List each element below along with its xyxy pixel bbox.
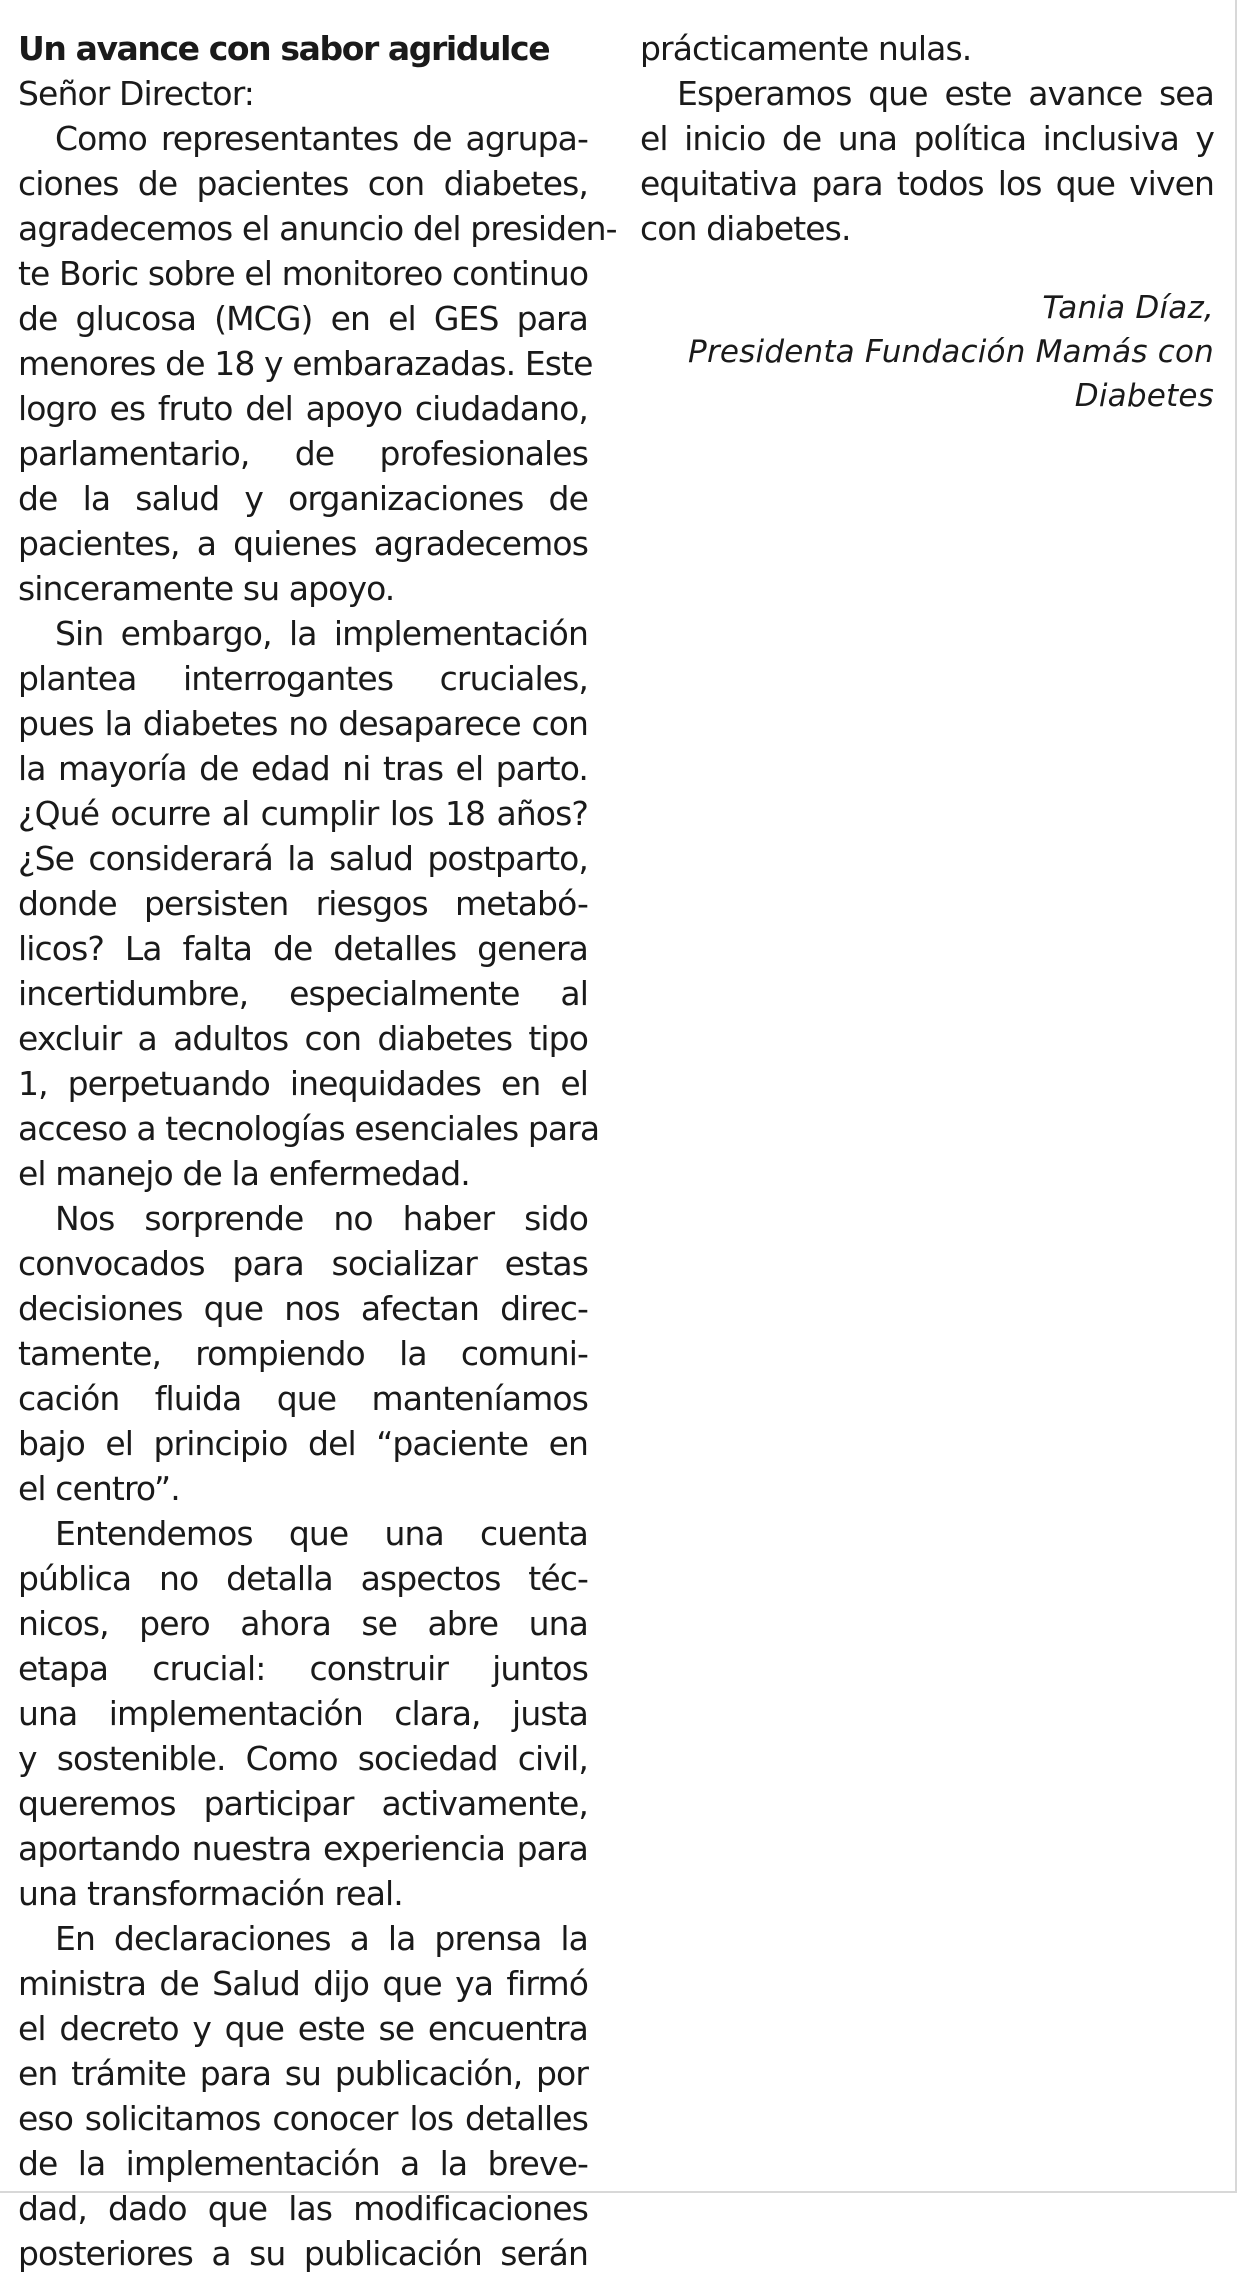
letter-text-line: aportando nuestra experiencia para: [18, 1829, 588, 1868]
letter-text-line: pacientes, a quienes agradecemos: [18, 524, 588, 563]
letter-column-right: [640, 26, 1214, 251]
letter-text-line: cación fluida que manteníamos: [18, 1379, 588, 1418]
letter-text-line: el manejo de la enfermedad.: [18, 1154, 470, 1193]
letter-text-line: parlamentario, de profesionales: [18, 434, 588, 473]
letter-text-line: el decreto y que este se encuentra: [18, 2009, 588, 2048]
letter-text-line: pues la diabetes no desaparece con: [18, 704, 588, 743]
letter-text-line: pública no detalla aspectos téc-: [18, 1559, 588, 1598]
signature-role-line-2: Diabetes: [1074, 378, 1214, 414]
letter-text-line: posteriores a su publicación serán: [18, 2234, 588, 2273]
letter-text-line: Como representantes de agrupa-: [55, 119, 588, 158]
letter-text-line: de la salud y organizaciones de: [18, 479, 588, 518]
letter-text-line: agradecemos el anuncio del presiden-: [18, 209, 617, 248]
letter-text-line: de la implementación a la breve-: [18, 2144, 588, 2183]
letter-text-line: equitativa para todos los que viven: [640, 164, 1214, 203]
letter-text-line: Nos sorprende no haber sido: [55, 1199, 588, 1238]
letter-text-line: decisiones que nos afectan direc-: [18, 1289, 588, 1328]
letter-column-left: [18, 26, 617, 2276]
letter-text-line: ciones de pacientes con diabetes,: [18, 164, 588, 203]
letter-text-line: sinceramente su apoyo.: [18, 569, 395, 608]
letter-text-line: licos? La falta de detalles genera: [18, 929, 588, 968]
signature-name: Tania Díaz,: [1042, 290, 1214, 326]
letter-text-line: plantea interrogantes cruciales,: [18, 659, 588, 698]
letter-text-line: una transformación real.: [18, 1874, 403, 1913]
letter-text-line: donde persisten riesgos metabó-: [18, 884, 588, 923]
letter-text-line: una implementación clara, justa: [18, 1694, 588, 1733]
letter-text-line: logro es fruto del apoyo ciudadano,: [18, 389, 588, 428]
letter-text-line: la mayoría de edad ni tras el parto.: [18, 749, 588, 788]
letter-text-line: ¿Se considerará la salud postparto,: [18, 839, 588, 878]
letter-text-line: prácticamente nulas.: [640, 29, 972, 68]
letter-text-line: el inicio de una política inclusiva y: [640, 119, 1214, 158]
letter-text-line: ¿Qué ocurre al cumplir los 18 años?: [18, 794, 588, 833]
letter-text-line: eso solicitamos conocer los detalles: [18, 2099, 588, 2138]
letter-text-line: y sostenible. Como sociedad civil,: [18, 1739, 588, 1778]
letter-text-line: excluir a adultos con diabetes tipo: [18, 1019, 588, 1058]
letter-text-line: queremos participar activamente,: [18, 1784, 588, 1823]
letter-salutation: Señor Director:: [18, 74, 255, 113]
letter-text-line: ministra de Salud dijo que ya firmó: [18, 1964, 588, 2003]
letter-text-line: bajo el principio del “paciente en: [18, 1424, 588, 1463]
letter-text-line: convocados para socializar estas: [18, 1244, 588, 1283]
letter-body-left: [18, 116, 617, 2276]
letter-text-line: Entendemos que una cuenta: [55, 1514, 588, 1553]
letter-text-line: En declaraciones a la prensa la: [55, 1919, 588, 1958]
letter-headline: Un avance con sabor agridulce: [18, 29, 550, 68]
letter-text-line: te Boric sobre el monitoreo continuo: [18, 254, 589, 293]
signature-role-line-1: Presidenta Fundación Mamás con: [688, 334, 1214, 370]
letter-text-line: incertidumbre, especialmente al: [18, 974, 588, 1013]
letter-text-line: 1, perpetuando inequidades en el: [18, 1064, 588, 1103]
letter-text-line: acceso a tecnologías esenciales para: [18, 1109, 600, 1148]
letter-signature: [640, 286, 1214, 418]
letter-text-line: nicos, pero ahora se abre una: [18, 1604, 588, 1643]
letter-text-line: tamente, rompiendo la comuni-: [18, 1334, 588, 1373]
letter-text-line: con diabetes.: [640, 209, 851, 248]
letter-text-line: de glucosa (MCG) en el GES para: [18, 299, 588, 338]
letter-text-line: menores de 18 y embarazadas. Este: [18, 344, 593, 383]
letter-text-line: Sin embargo, la implementación: [55, 614, 588, 653]
letter-body-right: [640, 26, 1214, 251]
letter-text-line: dad, dado que las modificaciones: [18, 2189, 588, 2228]
letter-text-line: etapa crucial: construir juntos: [18, 1649, 588, 1688]
letter-text-line: en trámite para su publicación, por: [18, 2054, 588, 2093]
letter-text-line: el centro”.: [18, 1469, 180, 1508]
letter-text-line: Esperamos que este avance sea: [677, 74, 1214, 113]
